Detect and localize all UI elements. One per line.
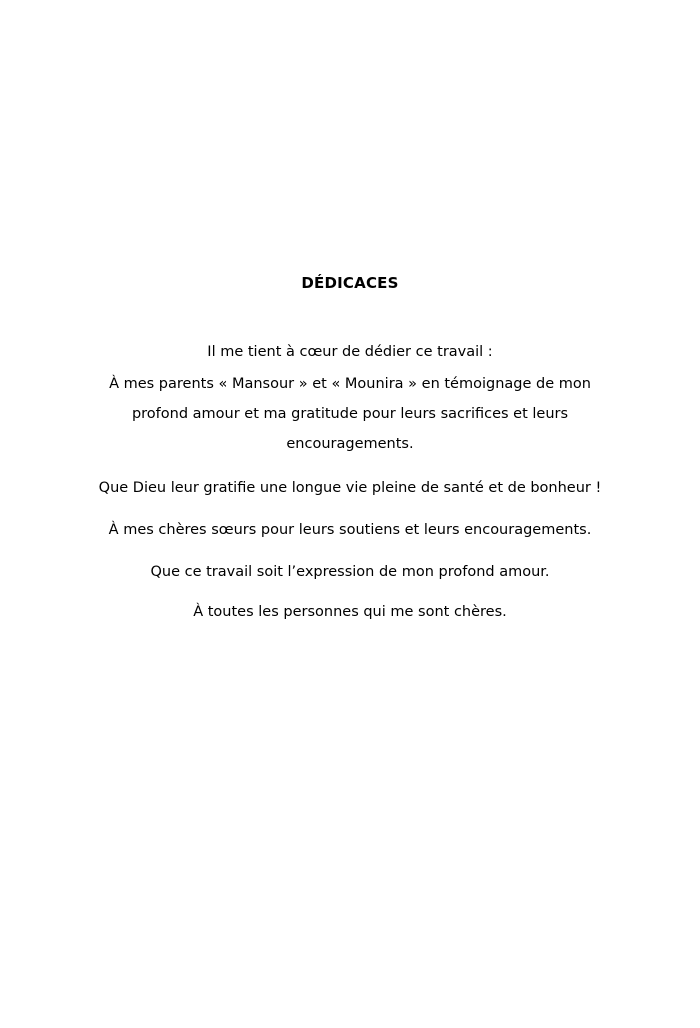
dedication-intro: Il me tient à cœur de dédier ce travail : <box>207 344 493 360</box>
dedication-blessing: Que Dieu leur gratifie une longue vie pleine de santé et de bonheur ! <box>98 480 602 496</box>
dedication-parents-line-3: encouragements. <box>286 436 414 452</box>
dedication-parents-line-2: profond amour et ma gratitude pour leurs sacrifices et leurs <box>131 406 569 422</box>
dedication-everyone: À toutes les personnes qui me sont chères. <box>193 604 507 620</box>
dedication-parents-line-1: À mes parents « Mansour » et « Mounira » en témoignage de mon <box>109 376 591 392</box>
dedication-sisters: À mes chères sœurs pour leurs soutiens et leurs encouragements. <box>108 522 592 538</box>
page-title: DÉDICACES <box>301 274 399 292</box>
dedication-love: Que ce travail soit l’expression de mon profond amour. <box>150 564 550 580</box>
